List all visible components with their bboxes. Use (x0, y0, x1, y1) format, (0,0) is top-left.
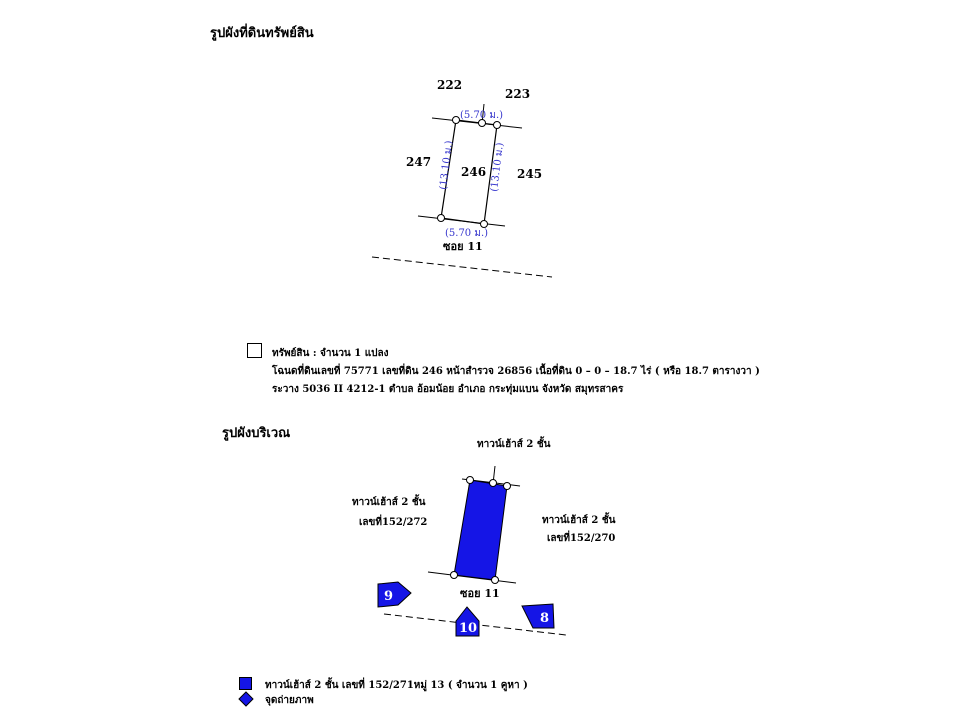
area-map-heading: รูปผังบริเวณ (222, 426, 291, 441)
dimension-label: (13.10 ม.) (438, 140, 455, 191)
photo-point-label: 10 (459, 621, 478, 636)
photo-point-marker (378, 582, 411, 607)
right-neighbor-number: เลขที่152/270 (547, 533, 616, 544)
legend-line-2: โฉนดที่ดินเลขที่ 75771 เลขที่ดิน 246 หน้าสำรวจ 26856 เนื้อที่ดิน 0 – 0 – 18.7 ไร่ ( หรือ 18.7 ตารางวา ) (272, 366, 760, 377)
left-neighbor-type: ทาวน์เฮ้าส์ 2 ชั้น (352, 497, 426, 508)
corner-marker (492, 577, 499, 584)
building-legend-text: ทาวน์เฮ้าส์ 2 ชั้น เลขที่ 152/271หมู่ 13 ( จำนวน 1 คูหา ) (265, 680, 528, 691)
photo-point-label: 9 (384, 589, 394, 604)
neighbor-label: 222 (437, 78, 463, 92)
road-label: ซอย 11 (460, 587, 500, 600)
photo-point-marker (522, 604, 554, 628)
photo-point-label: 8 (540, 611, 550, 626)
dimension-label: (13.10 ม.) (489, 142, 506, 193)
corner-marker (504, 483, 511, 490)
neighbor-label: 245 (517, 167, 543, 181)
left-neighbor-number: เลขที่152/272 (359, 517, 428, 528)
neighbor-label: 247 (406, 155, 432, 169)
dimension-label: (5.70 ม.) (460, 110, 504, 121)
plot-map-heading: รูปผังที่ดินทรัพย์สิน (210, 26, 314, 41)
photo-point-legend-text: จุดถ่ายภาพ (265, 695, 314, 706)
corner-marker (467, 477, 474, 484)
parcel-number: 246 (461, 165, 487, 179)
road-label: ซอย 11 (443, 240, 483, 253)
building-legend-swatch (239, 677, 252, 690)
legend-line-1: ทรัพย์สิน : จำนวน 1 แปลง (272, 348, 389, 359)
subject-building (454, 480, 507, 580)
photo-point-legend-icon (238, 691, 254, 707)
top-neighbor-label: ทาวน์เฮ้าส์ 2 ชั้น (477, 439, 551, 450)
right-neighbor-type: ทาวน์เฮ้าส์ 2 ชั้น (542, 515, 616, 526)
corner-marker (490, 480, 497, 487)
dimension-label: (5.70 ม.) (445, 228, 489, 239)
legend-line-3: ระวาง 5036 II 4212-1 ตำบล อ้อมน้อย อำเภอ กระทุ่มแบน จังหวัด สมุทรสาคร (272, 384, 624, 395)
corner-marker (451, 572, 458, 579)
neighbor-label: 223 (505, 87, 531, 101)
